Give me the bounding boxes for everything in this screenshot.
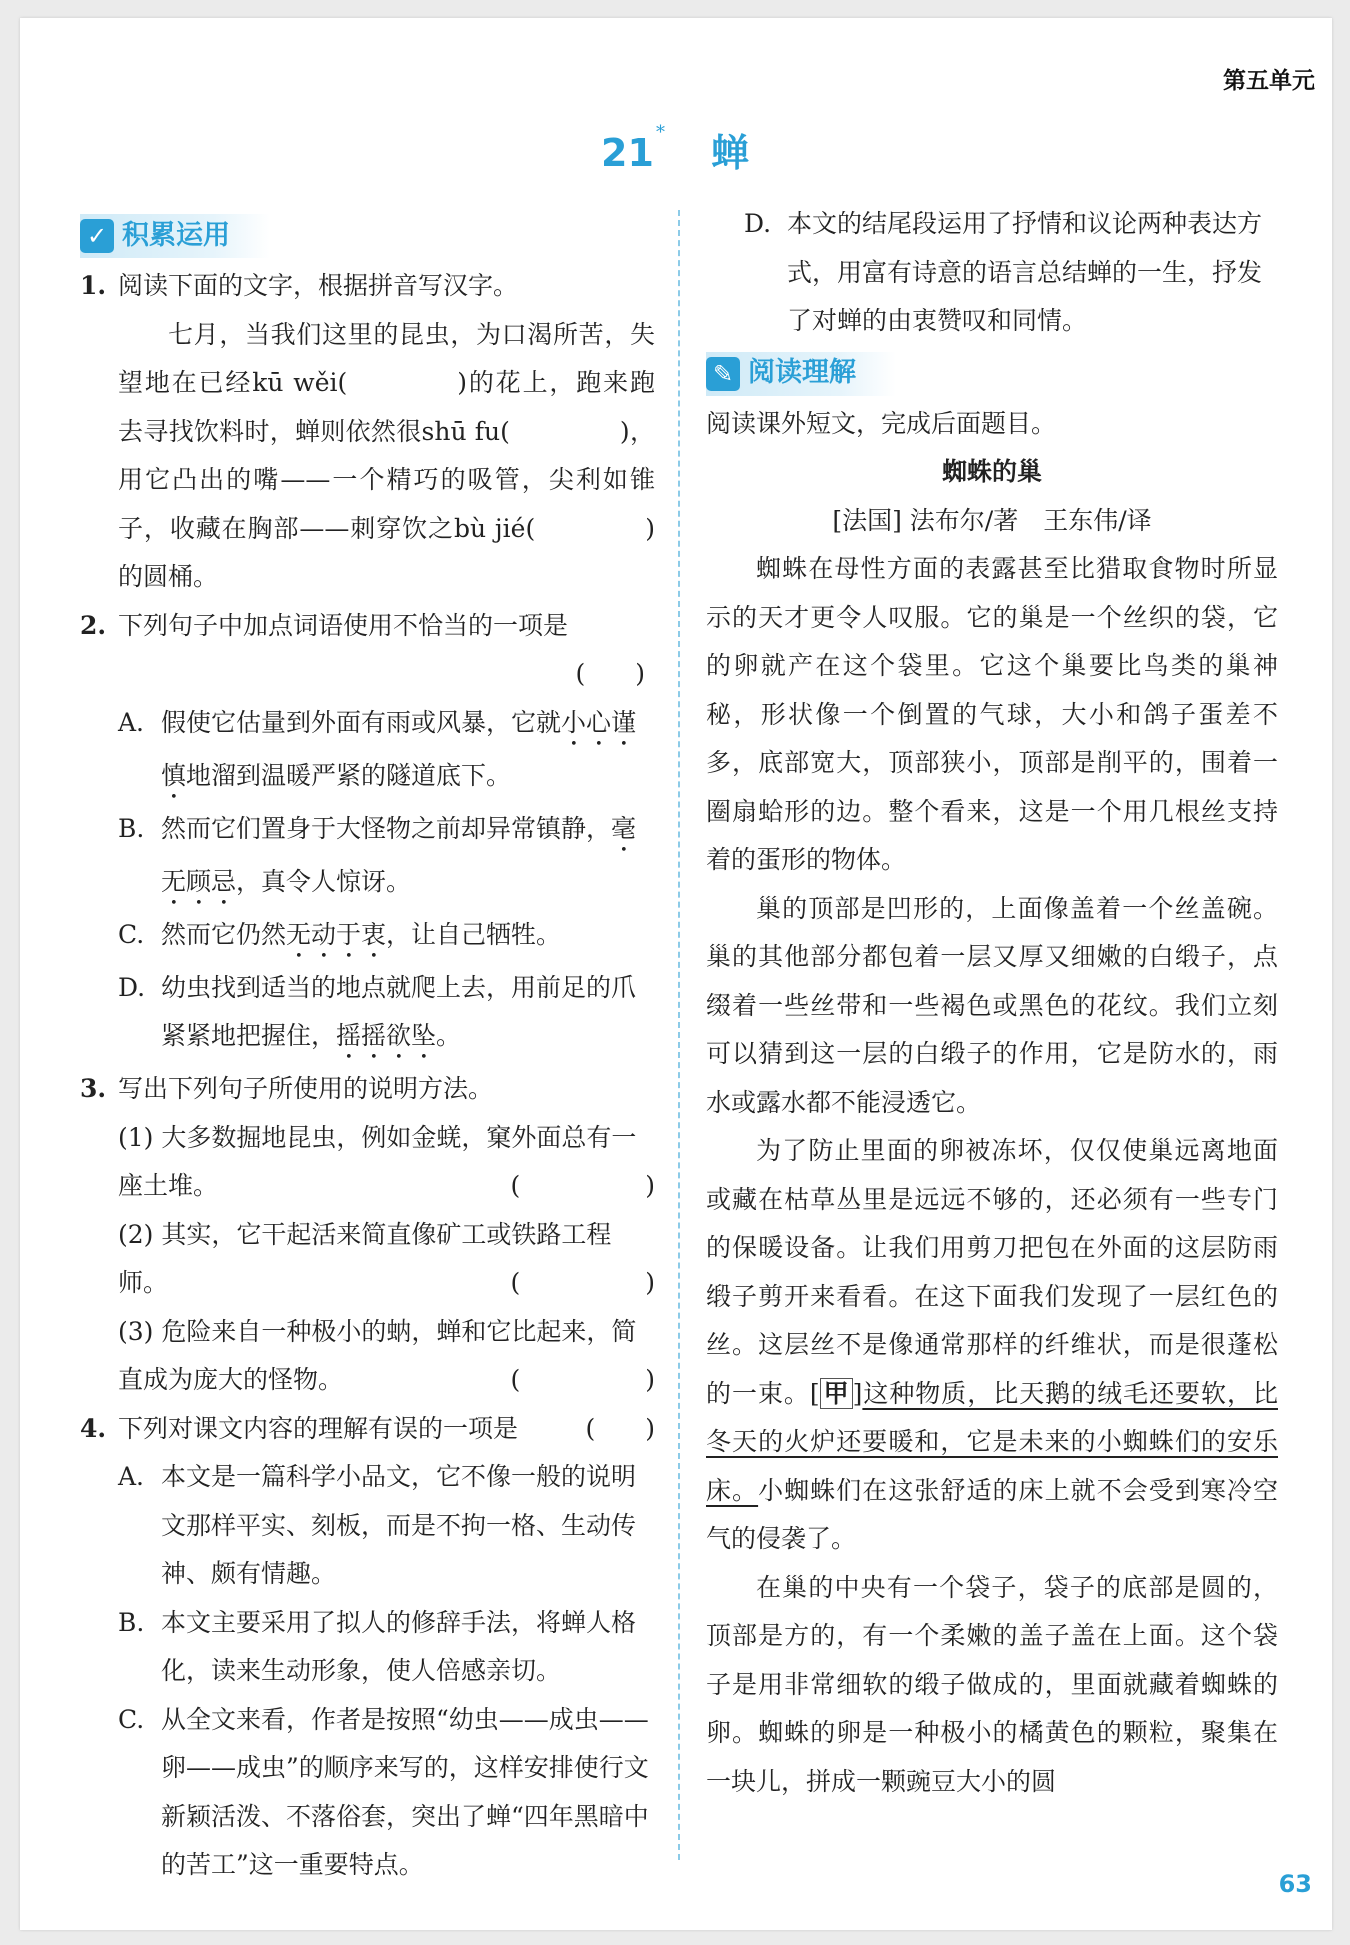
passage-text: 的圆桶。 xyxy=(118,562,219,591)
answer-paren[interactable]: ( ) xyxy=(510,1365,655,1394)
question-4 xyxy=(80,1405,655,1454)
lesson-number: 21 xyxy=(601,131,654,175)
option-4b[interactable] xyxy=(118,1599,655,1696)
question-2 xyxy=(80,602,655,651)
option-text: 本文主要采用了拟人的修辞手法，将蝉人格化，读来生动形象，使人倍感亲切。 xyxy=(161,1607,637,1685)
article-paragraph-3: 为了防止里面的卵被冻坏，仅仅使巢远离地面或藏在枯草丛里是远远不够的，还必须有一些专门的保暖设备。让我们用剪刀把包在外面的这层防雨缎子剪开来看看。在这下面我们发现了一层红色的丝。这层丝不是像通常那样的纤维状，而是很蓬松的一束。[ 甲 ]这种物质，比天鹅的绒毛还要软，比冬天的火炉还要暖和，它是未来的小蜘蛛们的安乐床。小蜘蛛们在这张舒适的床上就不会受到寒冷空气的侵袭了。 xyxy=(706,1136,1278,1553)
question-number: 2. xyxy=(80,610,107,640)
section-title: 积累运用 xyxy=(122,219,230,251)
option-4c[interactable] xyxy=(118,1696,655,1890)
lesson-title xyxy=(0,122,1350,177)
subquestion-text: (2) 其实，它干起活来简直像矿工或铁路工程师。 xyxy=(118,1219,612,1297)
question-1-passage: 七月，当我们这里的昆虫，为口渴所苦，失望地在已经kū wěi( )的花上，跑来跑去寻找饮料时，蝉则依然很shū fu( )，用它凸出的嘴——一个精巧的吸管，尖利如锥子，收藏在胸部——刺穿饮之bù jié( )的圆桶。 xyxy=(118,319,655,591)
article-paragraph-4: 在巢的中央有一个袋子，袋子的底部是圆的，顶部是方的，有一个柔嫩的盖子盖在上面。这个袋子是用非常细软的缎子做成的，里面就藏着蜘蛛的卵。蜘蛛的卵是一种极小的橘黄色的颗粒，聚集在一块儿，拼成一颗豌豆大小的圆 xyxy=(706,1572,1278,1796)
passage-text: 七月，当我们这里的昆虫，为口渴所苦，失望地在已经 xyxy=(118,319,655,397)
section-title: 阅读理解 xyxy=(748,357,856,389)
article-paragraph-2: 巢的顶部是凹形的，上面像盖着一个丝盖碗。巢的其他部分都包着一层又厚又细嫩的白缎子，点缀着一些丝带和一些褐色或黑色的花纹。我们立刻可以猜到这一层的白缎子的作用，它是防水的，雨水或露水都不能浸透它。 xyxy=(706,893,1278,1117)
option-label: C. xyxy=(118,1704,145,1734)
question-text: 阅读下面的文字，根据拼音写汉字。 xyxy=(118,271,519,300)
paragraph-text: 小蜘蛛们在这张舒适的床上就不会受到寒冷空气的侵袭了。 xyxy=(706,1475,1278,1553)
option-label: B. xyxy=(118,813,145,843)
option-label: D. xyxy=(744,209,772,238)
option-text: 假使它估量到外面有雨或风暴，它就 xyxy=(161,707,562,737)
optional-star: * xyxy=(655,122,665,143)
passage-text: 的花上，跑来跑去寻找饮料时，蝉则依然很 xyxy=(118,368,655,446)
option-2a[interactable] xyxy=(118,699,655,805)
section-header-accumulate xyxy=(80,214,270,258)
subquestion-3-2 xyxy=(118,1211,655,1308)
dotted-word: 摇摇欲坠 xyxy=(336,1021,437,1050)
answer-paren[interactable]: ( ) xyxy=(510,1268,655,1297)
option-text: 本文的结尾段运用了抒情和议论两种表达方式，用富有诗意的语言总结蝉的一生，抒发了对蝉的由衷赞叹和同情。 xyxy=(787,209,1263,335)
option-label: D. xyxy=(118,972,146,1002)
question-number: 4. xyxy=(80,1413,107,1443)
section-header-reading xyxy=(706,352,896,396)
option-label: C. xyxy=(118,919,145,949)
reading-instructions: 阅读课外短文，完成后面题目。 xyxy=(706,408,1057,438)
option-text: 然而它仍然 xyxy=(161,919,287,949)
answer-paren[interactable]: ( ) xyxy=(575,659,645,688)
question-number: 1. xyxy=(80,271,107,300)
question-text: 下列对课文内容的理解有误的一项是 xyxy=(118,1413,519,1443)
option-label: A. xyxy=(118,1462,145,1491)
option-2c[interactable] xyxy=(118,911,655,964)
article-author: [法国] 法布尔/著 王东伟/译 xyxy=(832,505,1152,535)
article-title: 蜘蛛的巢 xyxy=(941,457,1042,486)
option-2b[interactable] xyxy=(118,805,655,911)
answer-paren[interactable]: ( ) xyxy=(510,1171,655,1200)
option-text: ，让自己牺牲。 xyxy=(386,919,562,949)
pinyin-2: shū fu xyxy=(421,416,501,446)
pinyin-3: bù jié xyxy=(453,513,526,543)
unit-label: 第五单元 xyxy=(1223,68,1315,94)
pinyin-1: kū wěi xyxy=(252,368,338,397)
option-4d[interactable] xyxy=(744,200,1278,346)
checkbox-check-icon: ✓ xyxy=(80,219,114,253)
question-text: 下列句子中加点词语使用不恰当的一项是 xyxy=(118,610,569,640)
option-label: A. xyxy=(118,707,145,737)
subquestion-text: (3) 危险来自一种极小的蚋，蝉和它比起来，简直成为庞大的怪物。 xyxy=(118,1316,637,1394)
lesson-name: 蝉 xyxy=(710,131,749,175)
answer-paren[interactable]: ( ) xyxy=(585,1413,655,1443)
dotted-word: 毫无顾忌 xyxy=(161,813,637,896)
option-text: 本文是一篇科学小品文，它不像一般的说明文那样平实、刻板，而是不拘一格、生动传神、颇有情趣。 xyxy=(161,1462,637,1588)
option-2d[interactable] xyxy=(118,964,655,1066)
pencil-edit-icon: ✎ xyxy=(706,357,740,391)
page-number: 63 xyxy=(1278,1870,1312,1898)
option-text: 幼虫找到适当的地点就爬上去，用前足的爪紧紧地把握住， xyxy=(161,972,637,1050)
left-column xyxy=(80,208,655,1890)
right-column xyxy=(706,200,1278,1806)
subquestion-3-1 xyxy=(118,1114,655,1211)
option-label: B. xyxy=(118,1607,145,1637)
subquestion-text: (1) 大多数掘地昆虫，例如金蜣，窠外面总有一座土堆。 xyxy=(118,1122,637,1200)
marker-jia: 甲 xyxy=(820,1378,853,1409)
paragraph-text: 为了防止里面的卵被冻坏，仅仅使巢远离地面或藏在枯草丛里是远远不够的，还必须有一些专门的保暖设备。让我们用剪刀把包在外面的这层防雨缎子剪开来看看。在这下面我们发现了一层红色的丝。这层丝不是像通常那样的纤维状，而是很蓬松的一束。 xyxy=(706,1136,1278,1408)
underlined-sentence: 这种物质，比天鹅的绒毛还要软，比冬天的火炉还要暖和，它是未来的小蜘蛛们的安乐床。 xyxy=(706,1378,1278,1505)
option-text: ，真令人惊讶。 xyxy=(236,866,412,896)
column-divider xyxy=(678,210,680,1860)
dotted-word: 小心谨慎 xyxy=(161,707,637,790)
question-number: 3. xyxy=(80,1074,107,1103)
article-paragraph-1: 蜘蛛在母性方面的表露甚至比猎取食物时所显示的天才更令人叹服。它的巢是一个丝织的袋，它的卵就产在这个袋里。它这个巢要比鸟类的巢神秘，形状像一个倒置的气球，大小和鸽子蛋差不多，底部宽大，顶部狭小，顶部是削平的，围着一圈扇蛤形的边。整个看来，这是一个用几根丝支持着的蛋形的物体。 xyxy=(706,554,1278,874)
option-4a[interactable] xyxy=(118,1453,655,1599)
question-1 xyxy=(80,262,655,311)
option-text: 然而它们置身于大怪物之前却异常镇静， xyxy=(161,813,612,843)
option-text: 地溜到温暖严紧的隧道底下。 xyxy=(186,760,512,790)
subquestion-3-3 xyxy=(118,1308,655,1405)
passage-text: ，用它凸出的嘴——一个精巧的吸管，尖利如锥子，收藏在胸部——刺穿饮之 xyxy=(118,416,655,543)
option-text: 从全文来看，作者是按照“幼虫——成虫——卵——成虫”的顺序来写的，这样安排使行文新颖活泼、不落俗套，突出了蝉“四年黑暗中的苦工”这一重要特点。 xyxy=(161,1704,649,1879)
dotted-word: 无动于衷 xyxy=(286,919,387,949)
question-text: 写出下列句子所使用的说明方法。 xyxy=(118,1074,494,1103)
option-text: 。 xyxy=(436,1021,462,1050)
question-3 xyxy=(80,1065,655,1114)
